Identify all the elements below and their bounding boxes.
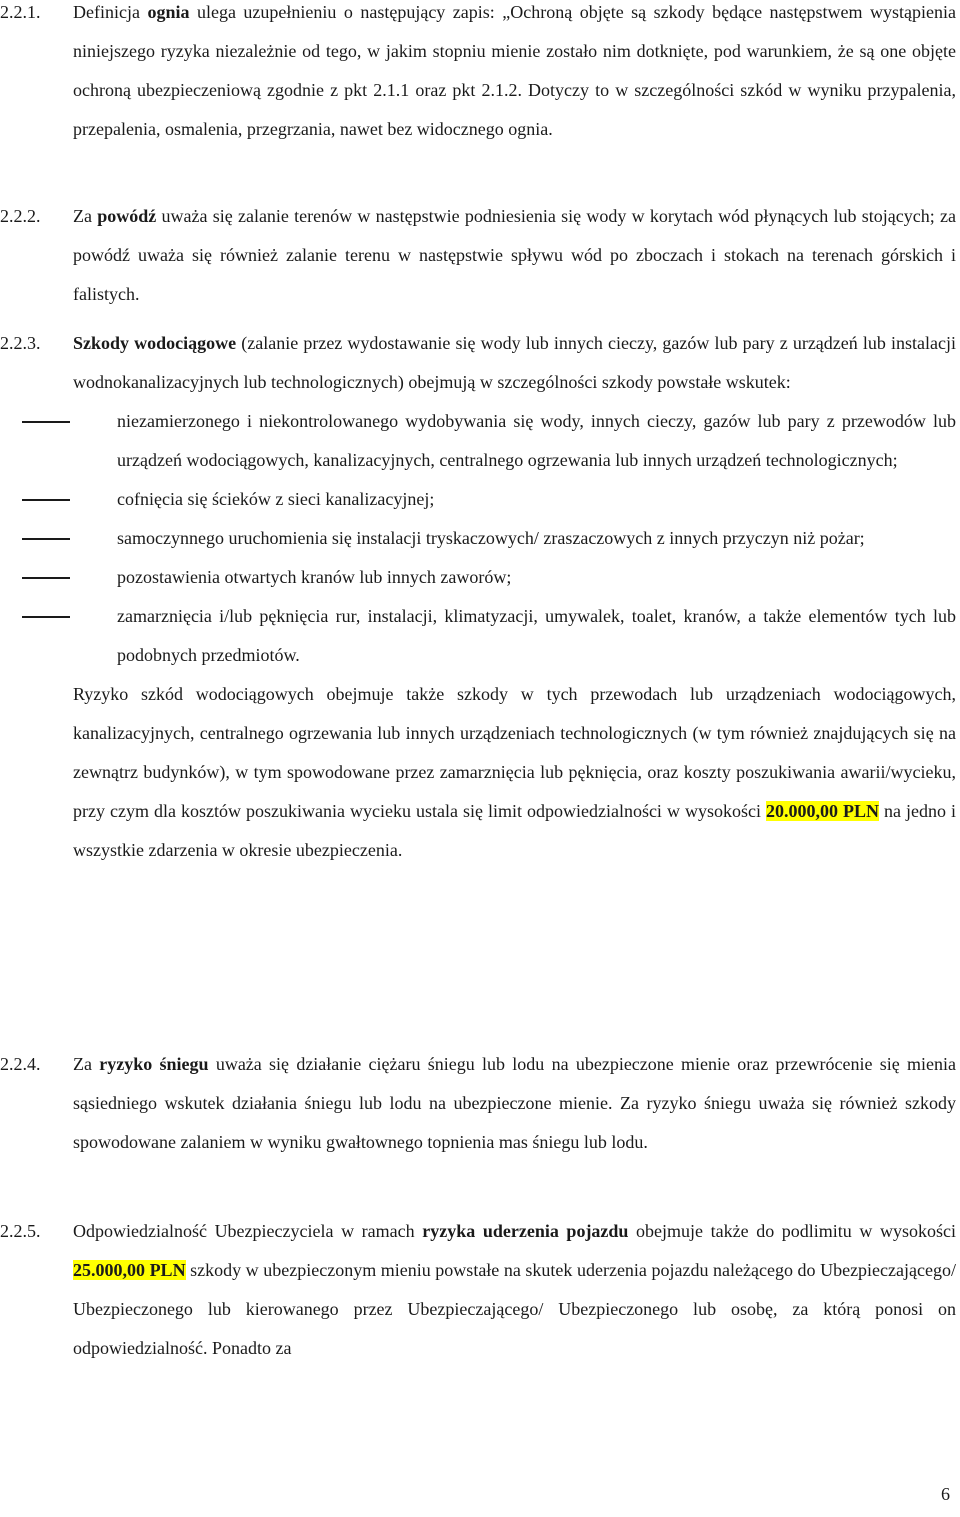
term-szkody-wodociagowe: Szkody wodociągowe: [73, 333, 237, 353]
list-item: pozostawienia otwartych kranów lub innych zaworów;: [0, 558, 956, 597]
section-text: Szkody wodociągowe (zalanie przez wydostawanie się wody lub innych cieczy, gazów lub pary z urządzeń lub instalacji wodnokanalizacyjnych lub technologicznych) obejmują w szczególności szkody powstałe wskutek:: [73, 333, 956, 392]
section-text: Definicja ognia ulega uzupełnieniu o następujący zapis: „Ochroną objęte są szkody będące następstwem wystąpienia niniejszego ryzyka niezależnie od tego, w jakim stopniu mienie zostało nim dotknięte, pod warunkiem, że są one objęte ochroną ubezpieczeniową zgodnie z pkt 2.1.1 oraz pkt 2.1.2. Dotyczy to w szczególności szkód w wyniku przypalenia, przepalenia, osmalenia, przegrzania, nawet bez widocznego ognia.: [73, 2, 956, 139]
section-number: 2.2.2.: [0, 206, 41, 226]
section-number: 2.2.1.: [0, 2, 41, 22]
limit-highlight: 20.000,00 PLN: [765, 801, 879, 821]
section-text: Odpowiedzialność Ubezpieczyciela w ramach ryzyka uderzenia pojazdu obejmuje także do podlimitu w wysokości 25.000,00 PLN szkody w ubezpieczonym mieniu powstałe na skutek uderzenia pojazdu należącego do Ubezpieczającego/ Ubezpieczonego lub kierowanego przez Ubezpieczającego/ Ubezpieczonego lub osobę, za którą ponosi on odpowiedzialność. Ponadto za: [73, 1221, 957, 1358]
section-2-2-3: [0, 324, 956, 870]
section-number: 2.2.5.: [0, 1221, 41, 1241]
damage-cause-list: [73, 402, 956, 675]
dash-icon: [22, 421, 70, 423]
list-item: niezamierzonego i niekontrolowanego wydobywania się wody, innych cieczy, gazów lub pary z przewodów lub urządzeń wodociągowych, kanalizacyjnych, centralnego ogrzewania lub innych urządzeń technologicznych;: [0, 402, 956, 480]
term-ryzyko-sniegu: ryzyko śniegu: [99, 1054, 209, 1074]
list-item: cofnięcia się ścieków z sieci kanalizacyjnej;: [0, 480, 956, 519]
dash-icon: [22, 616, 70, 618]
dash-icon: [22, 577, 70, 579]
section-2-2-4: [0, 1045, 956, 1162]
dash-icon: [22, 499, 70, 501]
term-powodz: powódź: [97, 206, 157, 226]
section-text: Za powódź uważa się zalanie terenów w następstwie podniesienia się wody w korytach wód płynących lub stojących; za powódź uważa się również zalanie terenu w następstwie spływu wód po zboczach i stokach na terenach górskich i falistych.: [73, 206, 956, 304]
term-uderzenie-pojazdu: ryzyka uderzenia pojazdu: [422, 1221, 629, 1241]
section-text: Za ryzyko śniegu uważa się działanie ciężaru śniegu lub lodu na ubezpieczone mienie oraz przewrócenie się mienia sąsiedniego wskutek działania śniegu lub lodu na ubezpieczone mienie. Za ryzyko śniegu uważa się również szkody spowodowane zalaniem w wyniku gwałtownego topnienia mas śniegu lub lodu.: [73, 1054, 956, 1152]
dash-icon: [22, 538, 70, 540]
list-item: samoczynnego uruchomienia się instalacji tryskaczowych/ zraszaczowych z innych przyczyn niż pożar;: [0, 519, 956, 558]
section-2-2-2: [0, 197, 956, 314]
list-item: zamarznięcia i/lub pęknięcia rur, instalacji, klimatyzacji, umywalek, toalet, kranów, a także elementów tych lub podobnych przedmiotów.: [0, 597, 956, 675]
term-ogien: ognia: [147, 2, 190, 22]
page-number: 6: [941, 1484, 950, 1504]
section-2-2-1: [0, 0, 956, 149]
section-paragraph: Ryzyko szkód wodociągowych obejmuje także szkody w tych przewodach lub urządzeniach wodociągowych, kanalizacyjnych, centralnego ogrzewania lub innych urządzeniach technologicznych (w tym również znajdujących się na zewnątrz budynków), w tym spowodowane przez zamarznięcia lub pęknięcia, oraz koszty poszukiwania awarii/wycieku, przy czym dla kosztów poszukiwania wycieku ustala się limit odpowiedzialności w wysokości 20.000,00 PLN na jedno i wszystkie zdarzenia w okresie ubezpieczenia.: [73, 684, 956, 860]
section-2-2-5: [0, 1212, 956, 1368]
section-number: 2.2.4.: [0, 1054, 41, 1074]
limit-highlight: 25.000,00 PLN: [73, 1260, 186, 1280]
section-number: 2.2.3.: [0, 333, 41, 353]
